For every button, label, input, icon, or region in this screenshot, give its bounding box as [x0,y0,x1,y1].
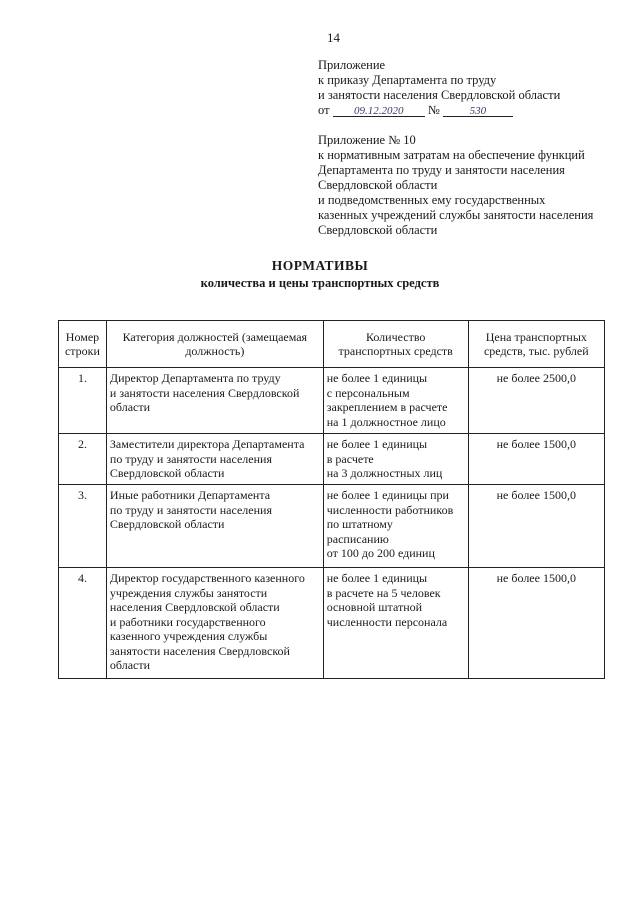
number-value: 530 [469,105,487,117]
approval-line: Приложение [318,58,386,72]
header-quantity: Количество транспортных средств [323,321,468,368]
page-number: 14 [327,30,340,45]
approval-date-row [318,103,560,118]
appendix-line: Департамента по труду и занятости населения [318,163,565,177]
row-category: Заместители директора Департамента по труду и занятости населения Свердловской области [106,434,323,485]
date-field [333,103,425,117]
document-subtitle: количества и цены транспортных средств [200,276,440,290]
row-quantity: не более 1 единицы в расчете на 5 человек основной штатной численности персонала [323,568,468,679]
appendix-line: Свердловской области [318,178,438,192]
approval-block [318,58,560,118]
date-value: 09.12.2020 [353,105,404,117]
row-category: Директор Департамента по труду и занятости населения Свердловской области [106,368,323,434]
row-quantity: не более 1 единицы в расчете на 3 должностных лиц [323,434,468,485]
table-row [59,568,605,679]
document-title: НОРМАТИВЫ [271,258,369,273]
row-price: не более 1500,0 [468,485,604,568]
number-prefix: № [427,103,440,117]
appendix-line: Свердловской области [318,223,438,237]
row-number: 3. [59,485,107,568]
number-field [443,103,513,117]
appendix-line: и подведомственных ему государственных [318,193,546,207]
appendix-line: Приложение № 10 [318,133,416,147]
table-row [59,434,605,485]
row-number: 1. [59,368,107,434]
row-price: не более 2500,0 [468,368,604,434]
approval-line: и занятости населения Свердловской области [318,88,561,102]
row-price: не более 1500,0 [468,568,604,679]
header-row-number: Номер строки [59,321,107,368]
header-price: Цена транспортных средств, тыс. рублей [468,321,604,368]
row-price: не более 1500,0 [468,434,604,485]
appendix-line: к нормативным затратам на обеспечение функций [318,148,585,162]
row-number: 2. [59,434,107,485]
norms-table [58,320,605,679]
table-row [59,485,605,568]
row-category: Иные работники Департамента по труду и занятости населения Свердловской области [106,485,323,568]
appendix-block [318,133,593,238]
row-category: Директор государственного казенного учреждения службы занятости населения Свердловской области и работники государственного казенного учреждения службы занятости населения Свердловской области [106,568,323,679]
table-row [59,368,605,434]
header-category: Категория должностей (замещаемая должность) [106,321,323,368]
row-quantity: не более 1 единицы при численности работников по штатному расписанию от 100 до 200 единиц [323,485,468,568]
approval-line: к приказу Департамента по труду [318,73,497,87]
row-quantity: не более 1 единицы с персональным закреплением в расчете на 1 должностное лицо [323,368,468,434]
table-header-row [59,321,605,368]
appendix-line: казенных учреждений службы занятости населения [318,208,594,222]
row-number: 4. [59,568,107,679]
date-prefix: от [318,103,330,117]
